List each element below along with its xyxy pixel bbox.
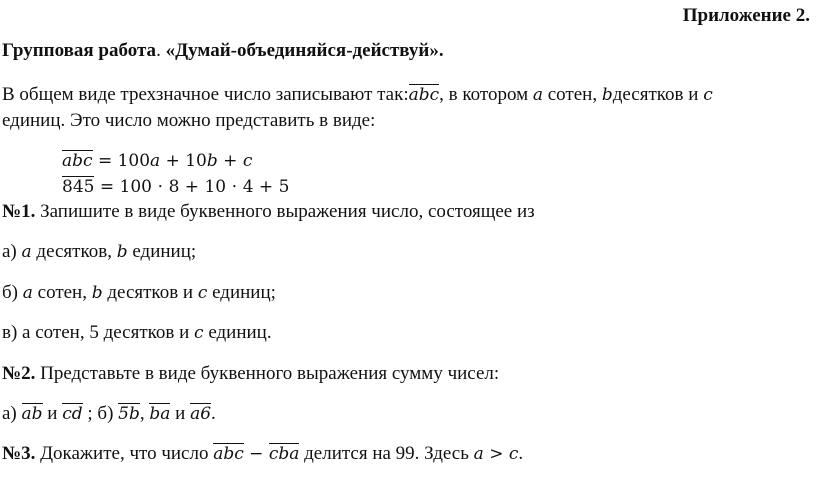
task1-item-b: [2, 282, 276, 304]
var-a: a: [21, 242, 32, 262]
intro-var-a: a: [532, 85, 543, 105]
formula-var-b: b: [206, 151, 218, 171]
task3-text-2: делится на 99. Здесь: [299, 443, 474, 464]
item-text: и: [42, 403, 63, 424]
var-c: c: [508, 444, 519, 464]
item-text: .: [518, 443, 524, 464]
var-c: c: [197, 283, 208, 303]
formula-example-expansion: = 100 ⋅ 8 + 10 ⋅ 4 + 5: [94, 177, 290, 197]
task2-items: [2, 403, 216, 425]
expr-ab-overline: ab: [21, 404, 43, 424]
expr-cba-overline: cba: [268, 444, 300, 464]
intro-var-b: b: [601, 85, 613, 105]
expr-ba-overline: ba: [149, 404, 171, 424]
task1-text: Запишите в виде буквенного выражения число, состоящее из: [35, 201, 535, 222]
task2-number: №2.: [2, 363, 36, 384]
intro-text-4: десятков и: [612, 84, 704, 105]
formula-part: = 100: [92, 151, 151, 171]
item-text: сотен,: [32, 282, 92, 303]
item-text: в) а сотен, 5 десятков и: [2, 322, 195, 343]
var-c: c: [194, 323, 204, 343]
var-a: a: [22, 283, 33, 303]
intro-abc-overline: abc: [408, 85, 440, 105]
item-text: единиц;: [127, 241, 197, 262]
item-text: единиц.: [203, 322, 272, 343]
formula-abc-overline: abc: [62, 151, 93, 171]
item-text: ; б): [82, 403, 119, 424]
intro-text-3: сотен,: [543, 84, 602, 105]
item-text: .: [211, 403, 216, 424]
task3-text: Докажите, что число: [35, 443, 214, 464]
item-prefix: а): [2, 241, 22, 262]
item-prefix: б): [2, 282, 23, 303]
worksheet-title: [2, 40, 444, 62]
formula-part: +: [217, 151, 243, 171]
expr-cd-overline: cd: [62, 404, 83, 424]
item-text: десятков и: [102, 282, 198, 303]
task1-heading: [2, 201, 535, 223]
title-bold-part: Групповая работа: [2, 40, 157, 61]
var-b: b: [116, 242, 128, 262]
task3-number: №3.: [2, 443, 36, 464]
title-motto: «Думай-объединяйся-действуй».: [165, 40, 444, 61]
var-b: b: [91, 283, 103, 303]
expr-a6-overline: a6: [190, 404, 212, 424]
intro-line-1: [2, 84, 713, 106]
formula-general: [62, 150, 252, 172]
minus-sign: −: [243, 444, 269, 464]
item-text: десятков,: [31, 241, 117, 262]
formula-845-overline: 845: [62, 177, 95, 197]
task1-item-a: [2, 241, 196, 263]
formula-example: [62, 176, 289, 198]
intro-var-c: c: [703, 85, 713, 105]
formula-var-c: c: [242, 151, 253, 171]
item-text: и: [170, 403, 191, 424]
intro-text-2: , в котором: [439, 84, 533, 105]
formula-var-a: a: [150, 151, 161, 171]
intro-text-1: В общем виде трехзначное число записывают так:: [2, 84, 409, 105]
expr-abc-overline: abc: [213, 444, 244, 464]
var-a: a: [473, 444, 484, 464]
expr-5b-overline: 5b: [118, 404, 140, 424]
item-text: ,: [139, 403, 150, 424]
task3-heading: [2, 443, 523, 465]
intro-line-2: единиц. Это число можно представить в виде:: [2, 110, 376, 131]
title-dot: .: [156, 40, 166, 61]
item-text: единиц;: [207, 282, 276, 303]
greater-than-sign: >: [483, 444, 509, 464]
task1-number: №1.: [2, 201, 36, 222]
item-prefix: а): [2, 403, 22, 424]
appendix-label: Приложение 2.: [682, 5, 810, 26]
task2-heading: [2, 363, 499, 385]
formula-part: + 10: [160, 151, 207, 171]
task2-text: Представьте в виде буквенного выражения сумму чисел:: [35, 363, 500, 384]
task1-item-c: [2, 322, 272, 344]
